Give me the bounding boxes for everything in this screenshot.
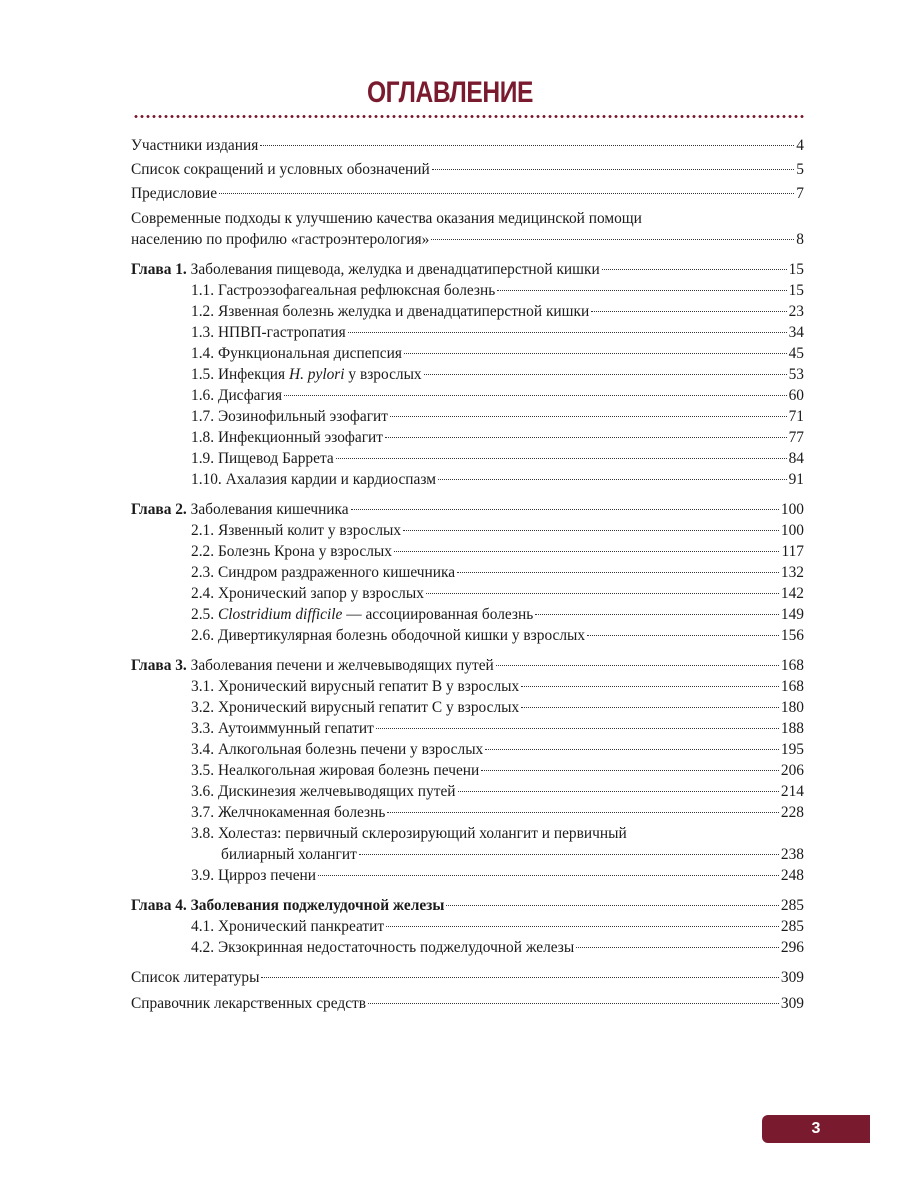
section-number: 2.5. (191, 606, 215, 623)
section-number: 1.2. (191, 303, 215, 320)
section-title: Хронический панкреатит (214, 918, 385, 935)
dot-leader (376, 728, 779, 729)
section-page: 149 (780, 606, 804, 623)
toc-entry[interactable] (131, 967, 804, 988)
toc-subentry[interactable] (131, 541, 804, 562)
dot-leader (426, 593, 779, 594)
dot-leader (390, 416, 787, 417)
page-title: ОГЛАВЛЕНИЕ (366, 76, 534, 109)
chapter-2-heading[interactable] (131, 499, 804, 520)
dot-leader (284, 395, 786, 396)
section-page: 132 (780, 564, 804, 581)
section-title: Хронический вирусный гепатит В у взрослых (214, 678, 520, 695)
toc-subentry[interactable] (131, 385, 804, 406)
dot-leader (496, 665, 779, 666)
toc-subentry[interactable] (131, 802, 804, 823)
toc-subentry[interactable] (131, 520, 804, 541)
dot-leader (359, 854, 779, 855)
chapter-title: Заболевания поджелудочной железы (186, 897, 445, 914)
toc-entry-title: Список литературы (131, 969, 260, 986)
section-page: 188 (780, 720, 804, 737)
section-number: 1.9. (191, 450, 215, 467)
section-page: 228 (780, 804, 804, 821)
section-number: 1.3. (191, 324, 215, 341)
dot-leader (260, 145, 794, 146)
section-number: 3.5. (191, 762, 215, 779)
section-title: Дивертикулярная болезнь ободочной кишки у взрослых (214, 627, 586, 644)
section-title: Желчнокаменная болезнь (214, 804, 386, 821)
section-number: 3.2. (191, 699, 215, 716)
section-title: Инфекционный эзофагит (214, 429, 384, 446)
section-title: Дискинезия желчевыводящих путей (214, 783, 456, 800)
toc-subentry[interactable] (131, 865, 804, 886)
toc-subentry[interactable] (131, 583, 804, 604)
dot-leader (368, 1003, 779, 1004)
section-title-line1: Холестаз: первичный склерозирующий холангит и первичный (214, 825, 627, 842)
dot-leader (497, 290, 786, 291)
section-number: 2.1. (191, 522, 215, 539)
section-page: 15 (788, 282, 804, 299)
section-page: 195 (780, 741, 804, 758)
dot-leader (602, 269, 787, 270)
section-number: 2.4. (191, 585, 215, 602)
title-dotted-rule (133, 115, 805, 118)
section-page: 77 (788, 429, 804, 446)
toc-entry-page: 285 (780, 897, 804, 914)
dot-leader (431, 239, 794, 240)
dot-leader (385, 437, 787, 438)
section-page: 60 (788, 387, 804, 404)
section-page: 285 (780, 918, 804, 935)
toc-subentry[interactable] (131, 697, 804, 718)
toc-entry-page: 168 (780, 657, 804, 674)
section-number: 3.6. (191, 783, 215, 800)
section-page: 84 (788, 450, 804, 467)
toc-subentry[interactable] (131, 739, 804, 760)
dot-leader (535, 614, 779, 615)
toc-subentry[interactable] (131, 343, 804, 364)
section-page: 238 (780, 846, 804, 863)
section-title: Язвенная болезнь желудка и двенадцатиперстной кишки (214, 303, 590, 320)
toc-subentry[interactable] (131, 280, 804, 301)
dot-leader (481, 770, 779, 771)
section-title-italic: Clostridium difficile (217, 606, 343, 623)
section-number: 3.4. (191, 741, 215, 758)
toc-entry-page: 5 (796, 161, 804, 178)
section-title: Аутоиммунный гепатит (214, 720, 374, 737)
section-page: 156 (780, 627, 804, 644)
dot-leader (591, 311, 786, 312)
section-number: 3.1. (191, 678, 215, 695)
section-title-part: — ассоциированная болезнь (342, 606, 534, 623)
chapter-label: Глава 1. (131, 261, 187, 278)
section-page: 296 (780, 939, 804, 956)
toc-subentry[interactable] (131, 760, 804, 781)
section-number: 3.7. (191, 804, 215, 821)
section-page: 142 (780, 585, 804, 602)
toc-entry-title-line1: Современные подходы к улучшению качества оказания медицинской помощи (131, 210, 642, 227)
dot-leader (387, 812, 779, 813)
chapter-title: Заболевания печени и желчевыводящих путей (186, 657, 494, 674)
section-page: 53 (788, 366, 804, 383)
toc-entry-title-line2: населению по профилю «гастроэнтерология» (131, 231, 430, 248)
dot-leader (432, 169, 795, 170)
section-number: 1.8. (191, 429, 215, 446)
section-page: 214 (780, 783, 804, 800)
toc-subentry[interactable] (131, 604, 804, 625)
dot-leader (403, 530, 779, 531)
section-number: 2.6. (191, 627, 215, 644)
toc-subentry[interactable] (131, 364, 804, 385)
dot-leader (438, 479, 787, 480)
section-number: 3.3. (191, 720, 215, 737)
page-number-tab: 3 (762, 1115, 870, 1143)
section-title-part: Инфекция (214, 366, 289, 383)
toc-subentry[interactable] (131, 448, 804, 469)
section-number: 2.3. (191, 564, 215, 581)
section-number: 4.1. (191, 918, 215, 935)
dot-leader (404, 353, 787, 354)
section-title: Неалкогольная жировая болезнь печени (214, 762, 480, 779)
section-number: 1.4. (191, 345, 215, 362)
dot-leader (348, 332, 787, 333)
section-title: Хронический запор у взрослых (214, 585, 424, 602)
dot-leader (318, 875, 779, 876)
section-title: НПВП-гастропатия (214, 324, 346, 341)
toc-entry[interactable] (131, 159, 804, 180)
section-page: 180 (780, 699, 804, 716)
section-title: Ахалазия кардии и кардиоспазм (221, 471, 436, 488)
section-number: 1.10. (191, 471, 222, 488)
section-number: 1.7. (191, 408, 215, 425)
section-title: Эозинофильный эзофагит (214, 408, 388, 425)
dot-leader (386, 926, 779, 927)
toc-subentry[interactable] (131, 718, 804, 739)
dot-leader (219, 193, 794, 194)
section-title: Болезнь Крона у взрослых (214, 543, 392, 560)
dot-leader (351, 509, 779, 510)
section-page: 168 (780, 678, 804, 695)
chapter-title: Заболевания пищевода, желудка и двенадцатиперстной кишки (186, 261, 600, 278)
toc-entry[interactable] (131, 183, 804, 204)
section-title-italic: H. pylori (288, 366, 345, 383)
dot-leader (336, 458, 787, 459)
section-page: 117 (781, 543, 804, 560)
toc-entry-title: Список сокращений и условных обозначений (131, 161, 430, 178)
section-number: 4.2. (191, 939, 215, 956)
toc-entry[interactable] (131, 135, 804, 156)
section-page: 91 (788, 471, 804, 488)
section-title-part: у взрослых (344, 366, 422, 383)
section-title: Функциональная диспепсия (214, 345, 402, 362)
toc-entry-approaches[interactable] (131, 208, 804, 250)
toc-subentry[interactable] (131, 676, 804, 697)
section-title: Язвенный колит у взрослых (214, 522, 402, 539)
section-number: 1.1. (191, 282, 215, 299)
dot-leader (446, 905, 779, 906)
chapter-label: Глава 4. (131, 897, 187, 914)
toc-subentry[interactable] (131, 427, 804, 448)
toc-subentry[interactable] (131, 406, 804, 427)
toc-subentry[interactable] (131, 937, 804, 958)
toc-subentry[interactable] (131, 469, 804, 490)
section-number: 1.5. (191, 366, 215, 383)
toc-entry-page: 8 (796, 231, 804, 248)
toc-entry-title: Справочник лекарственных средств (131, 995, 367, 1012)
dot-leader (485, 749, 779, 750)
toc-entry[interactable] (131, 993, 804, 1014)
chapter-label: Глава 3. (131, 657, 187, 674)
section-title: Цирроз печени (214, 867, 317, 884)
chapter-title: Заболевания кишечника (186, 501, 349, 518)
section-number: 3.9. (191, 867, 215, 884)
toc-entry-page: 7 (796, 185, 804, 202)
section-title: Пищевод Баррета (214, 450, 334, 467)
section-number: 1.6. (191, 387, 215, 404)
toc-entry-page: 309 (780, 969, 804, 986)
toc-subentry[interactable] (131, 625, 804, 646)
dot-leader (261, 977, 778, 978)
toc-subentry[interactable] (131, 916, 804, 937)
section-title-line2: билиарный холангит (221, 846, 357, 863)
section-title: Дисфагия (214, 387, 283, 404)
section-page: 34 (788, 324, 804, 341)
section-number: 2.2. (191, 543, 215, 560)
dot-leader (521, 707, 779, 708)
section-page: 71 (788, 408, 804, 425)
toc-subentry[interactable] (131, 301, 804, 322)
chapter-label: Глава 2. (131, 501, 187, 518)
section-page: 100 (780, 522, 804, 539)
toc-entry-page: 100 (780, 501, 804, 518)
toc-entry-title: Предисловие (131, 185, 218, 202)
toc-entry-title: Участники издания (131, 137, 259, 154)
dot-leader (424, 374, 787, 375)
toc-subentry[interactable] (131, 781, 804, 802)
dot-leader (587, 635, 779, 636)
chapter-1-heading[interactable] (131, 259, 804, 280)
dot-leader (457, 572, 779, 573)
section-page: 206 (780, 762, 804, 779)
chapter-3-heading[interactable] (131, 655, 804, 676)
section-title: Синдром раздраженного кишечника (214, 564, 456, 581)
dot-leader (576, 947, 779, 948)
toc-subentry[interactable] (131, 562, 804, 583)
section-title: Хронический вирусный гепатит С у взрослых (214, 699, 520, 716)
toc-entry-page: 15 (788, 261, 804, 278)
dot-leader (521, 686, 779, 687)
dot-leader (394, 551, 780, 552)
section-page: 23 (788, 303, 804, 320)
section-page: 45 (788, 345, 804, 362)
dot-leader (458, 791, 779, 792)
section-page: 248 (780, 867, 804, 884)
section-number: 3.8. (191, 825, 215, 842)
toc-subentry[interactable] (131, 322, 804, 343)
toc-subentry[interactable] (131, 823, 804, 865)
toc-entry-page: 4 (796, 137, 804, 154)
section-title: Алкогольная болезнь печени у взрослых (214, 741, 484, 758)
section-title: Экзокринная недостаточность поджелудочной железы (214, 939, 575, 956)
toc-entry-page: 309 (780, 995, 804, 1012)
chapter-4-heading[interactable] (131, 895, 804, 916)
section-title: Гастроэзофагеальная рефлюксная болезнь (214, 282, 496, 299)
table-of-contents (131, 135, 804, 1014)
